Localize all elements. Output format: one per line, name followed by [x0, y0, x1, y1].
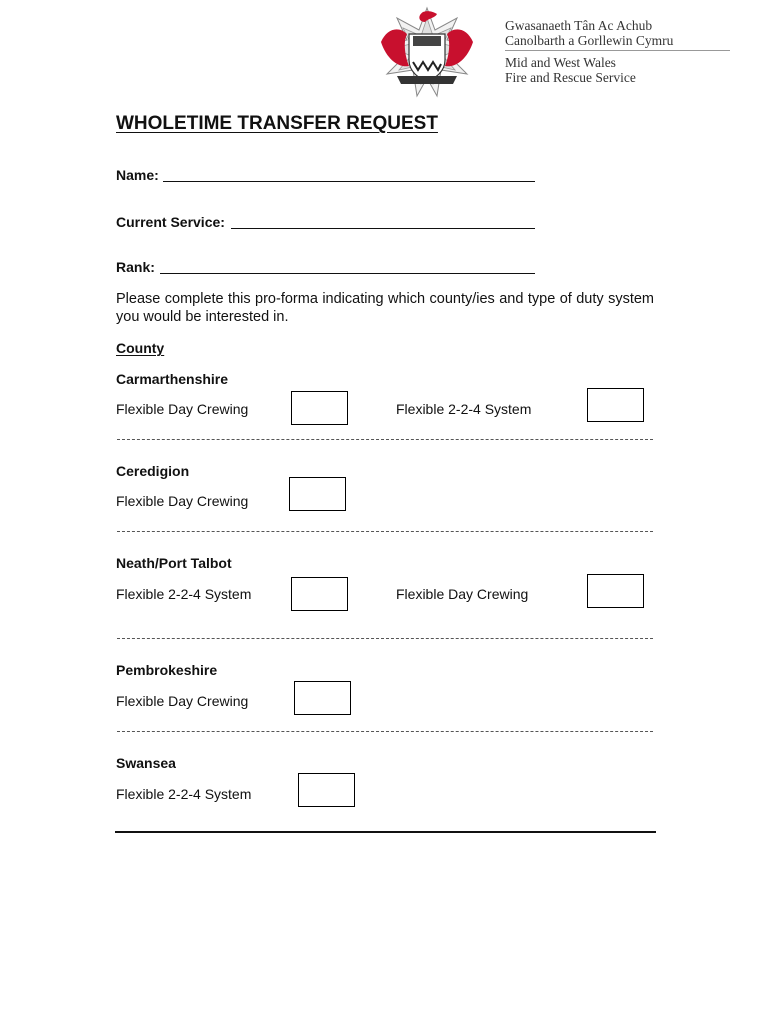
checkbox-carmarthenshire-224-system[interactable]	[587, 388, 644, 422]
rank-input-line[interactable]	[160, 273, 535, 274]
option-label: Flexible Day Crewing	[116, 401, 249, 417]
form-title: WHOLETIME TRANSFER REQUEST	[116, 113, 438, 134]
option-label: Flexible 2-2-4 System	[116, 586, 252, 602]
county-name: Neath/Port Talbot	[116, 555, 232, 571]
rank-label: Rank:	[116, 259, 155, 275]
county-name: Pembrokeshire	[116, 662, 218, 678]
org-name-welsh-line2: Canolbarth a Gorllewin Cymru	[505, 33, 674, 48]
option-label: Flexible Day Crewing	[396, 586, 529, 602]
checkbox-ceredigion-day-crewing[interactable]	[289, 477, 346, 511]
option-label: Flexible Day Crewing	[116, 693, 249, 709]
current-service-label: Current Service:	[116, 214, 225, 230]
checkbox-pembrokeshire-day-crewing[interactable]	[294, 681, 351, 715]
name-label: Name:	[116, 167, 159, 183]
county-name: Ceredigion	[116, 463, 190, 479]
option-label: Flexible Day Crewing	[116, 493, 249, 509]
checkbox-carmarthenshire-day-crewing[interactable]	[291, 391, 348, 425]
county-name: Carmarthenshire	[116, 371, 229, 387]
option-label: Flexible 2-2-4 System	[116, 786, 252, 802]
section-divider	[117, 638, 653, 639]
fire-service-crest-icon	[358, 6, 496, 98]
county-heading: County	[116, 340, 165, 356]
checkbox-neath-port-talbot-224-system[interactable]	[291, 577, 348, 611]
checkbox-neath-port-talbot-day-crewing[interactable]	[587, 574, 644, 608]
header-divider	[505, 50, 730, 51]
instructions-text: Please complete this pro-forma indicating which county/ies and type of duty system you would be interested in.	[116, 291, 654, 325]
name-input-line[interactable]	[163, 181, 535, 182]
county-name: Swansea	[116, 755, 176, 771]
section-divider	[117, 531, 653, 532]
section-divider	[117, 439, 653, 440]
section-divider	[117, 731, 653, 732]
footer-rule	[115, 831, 656, 833]
current-service-input-line[interactable]	[231, 228, 535, 229]
org-name-welsh-line1: Gwasanaeth Tân Ac Achub	[505, 18, 653, 33]
checkbox-swansea-224-system[interactable]	[298, 773, 355, 807]
org-name-english-line2: Fire and Rescue Service	[505, 70, 636, 85]
option-label: Flexible 2-2-4 System	[396, 401, 532, 417]
org-name-english-line1: Mid and West Wales	[505, 55, 616, 70]
